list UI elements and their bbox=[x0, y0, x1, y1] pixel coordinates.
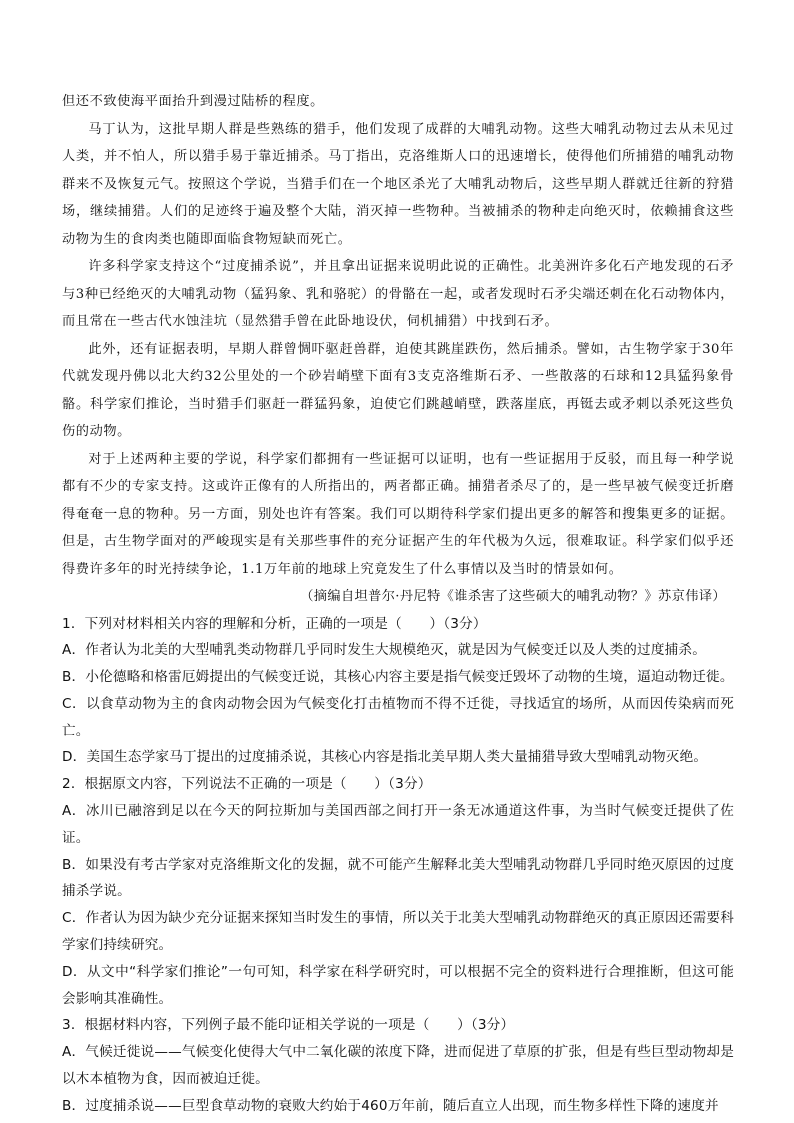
reading-passage bbox=[62, 88, 734, 611]
answer-option: A．冰川已融溶到足以在今天的阿拉斯加与美国西部之间打开一条无冰通道这件事，为当时气候变迁提供了佐证。 bbox=[62, 803, 734, 846]
answer-option: A．作者认为北美的大型哺乳类动物群几乎同时发生大规模绝灭，就是因为气候变迁以及人类的过度捕杀。 bbox=[62, 642, 707, 659]
question-stem: 2．根据原文内容，下列说法不正确的一项是（ ）（3分） bbox=[62, 776, 432, 793]
passage-paragraph: 但还不致使海平面抬升到漫过陆桥的程度。 bbox=[62, 94, 324, 109]
question-block bbox=[62, 611, 734, 772]
answer-option: C．作者认为因为缺少充分证据来探知当时发生的事情，所以关于北美大型哺乳动物群绝灭的真正原因还需要科学家们持续研究。 bbox=[62, 910, 734, 954]
document-page bbox=[62, 88, 734, 1120]
passage-source: （摘编自坦普尔·丹尼特《谁杀害了这些硕大的哺乳动物？》苏京伟译） bbox=[300, 589, 726, 604]
question-stem: 3．根据材料内容，下列例子最不能印证相关学说的一项是（ ）（3分） bbox=[62, 1017, 515, 1034]
answer-option: B．过度捕杀说——巨型食草动物的衰败大约始于460万年前，随后直立人出现，而生物多样性下降的速度并 bbox=[62, 1097, 719, 1114]
passage-paragraph: 许多科学家支持这个“过度捕杀说”，并且拿出证据来说明此说的正确性。北美洲许多化石产地发现的石矛与3种已经绝灭的大哺乳动物（猛犸象、乳和骆驼）的骨骼在一起，或者发现时石矛尖端还刺在化石动物体内，而且常在一些古代水蚀洼坑（显然猎手曾在此卧地设伏，伺机捕猎）中找到石矛。 bbox=[62, 259, 734, 329]
answer-option: B．小伦德略和格雷厄姆提出的气候变迁说，其核心内容主要是指气候变迁毁坏了动物的生境，逼迫动物迁徙。 bbox=[62, 669, 734, 686]
answer-option: B．如果没有考古学家对克洛维斯文化的发掘，就不可能产生解释北美大型哺乳动物群几乎同时绝灭原因的过度捕杀学说。 bbox=[62, 856, 734, 900]
passage-paragraph: 对于上述两种主要的学说，科学家们都拥有一些证据可以证明，也有一些证据用于反驳，而且每一种学说都有不少的专家支持。这或许正像有的人所指出的，两者都正确。捕猎者杀尽了的，是一些早被气候变迁折磨得奄奄一息的物种。另一方面，别处也许有答案。我们可以期待科学家们提出更多的解答和搜集更多的证据。但是，古生物学面对的严峻现实是有关那些事件的充分证据产生的年代极为久远，很难取证。科学家们似乎还得费许多年的时光持续争论，1.1万年前的地球上究竟发生了什么事情以及当时的情景如何。 bbox=[62, 451, 734, 577]
answer-option: A．气候迁徙说——气候变化使得大气中二氧化碳的浓度下降，进而促进了草原的扩张，但是有些巨型动物却是以木本植物为食，因而被迫迁徙。 bbox=[62, 1044, 734, 1088]
passage-paragraph: 马丁认为，这批早期人群是些熟练的猎手，他们发现了成群的大哺乳动物。这些大哺乳动物过去从未见过人类，并不怕人，所以猎手易于靠近捕杀。马丁指出，克洛维斯人口的迅速增长，使得他们所捕猎的哺乳动物群来不及恢复元气。按照这个学说，当猎手们在一个地区杀光了大哺乳动物后，这些早期人群就迁往新的狩猎场，继续捕猎。人们的足迹终于遍及整个大陆，消灭掉一些物种。当被捕杀的物种走向绝灭时，依赖捕食这些动物为生的食肉类也随即面临食物短缺而死亡。 bbox=[62, 121, 734, 247]
answer-option: C．以食草动物为主的食肉动物会因为气候变化打击植物而不得不迁徙，寻找适宜的场所，从而因传染病而死亡。 bbox=[62, 695, 734, 739]
passage-paragraph: 此外，还有证据表明，早期人群曾惆吓驱赶兽群，迫使其跳崖跌伤，然后捕杀。譬如，古生物学家于30年代就发现丹佛以北大约32公里处的一个砂岩峭壁下面有3支克洛维斯石矛、一些散落的石球和12具猛犸象骨骼。科学家们推论，当时猎手们驱赶一群猛犸象，迫使它们跳越峭壁，跌落崖底，再铤去或矛刺以杀死这些负伤的动物。 bbox=[62, 341, 734, 439]
answer-option: D．从文中“科学家们推论”一句可知，科学家在科学研究时，可以根据不完全的资料进行合理推断，但这可能会影响其准确性。 bbox=[62, 963, 734, 1007]
question-block bbox=[62, 771, 734, 1012]
question-block bbox=[62, 1012, 734, 1119]
question-stem: 1．下列对材料相关内容的理解和分析，正确的一项是（ ）（3分） bbox=[62, 615, 487, 632]
answer-option: D．美国生态学家马丁提出的过度捕杀说，其核心内容是指北美早期人类大量捕猎导致大型哺乳动物灭绝。 bbox=[62, 749, 708, 766]
